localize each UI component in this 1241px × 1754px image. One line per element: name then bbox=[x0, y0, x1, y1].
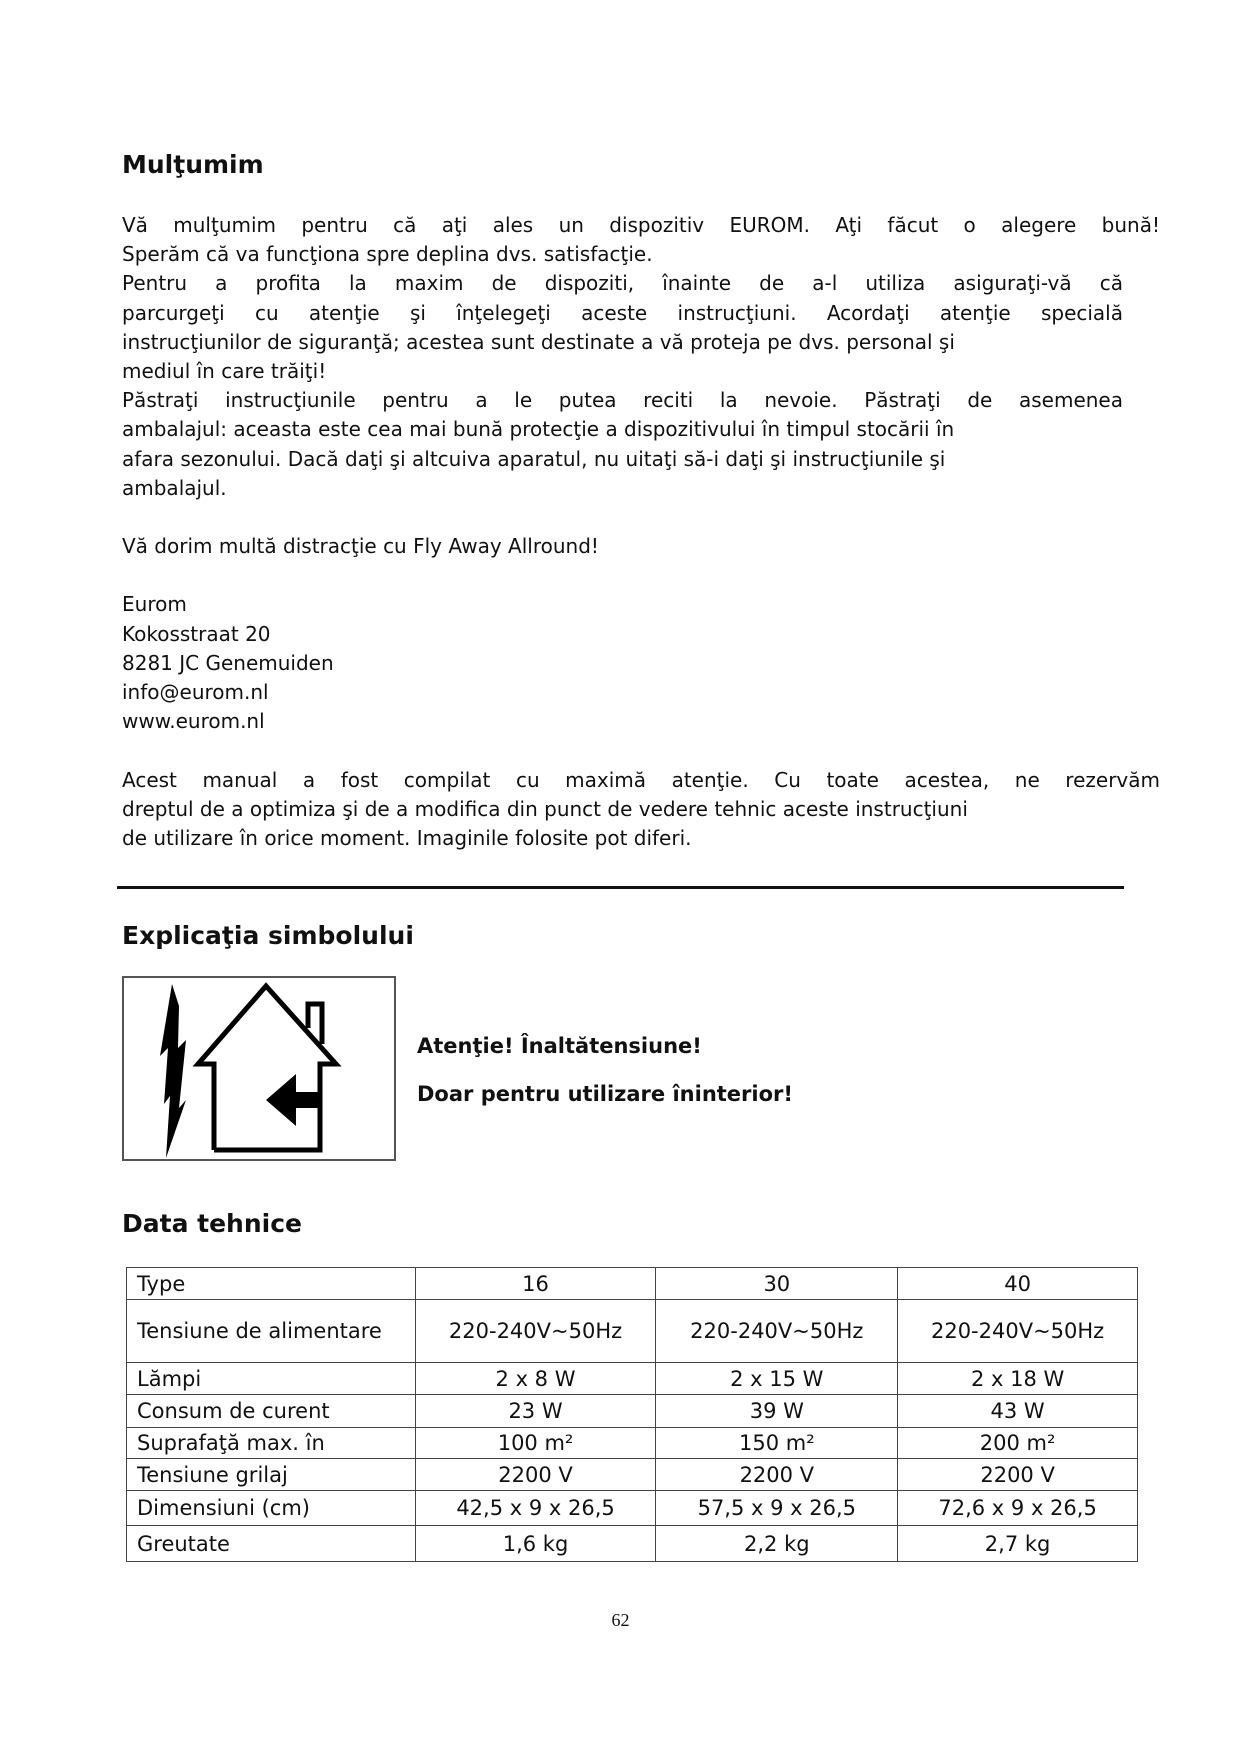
cell-value: 2 x 18 W bbox=[898, 1363, 1138, 1395]
house-icon bbox=[198, 986, 336, 1150]
address-email: info@eurom.nl bbox=[122, 680, 269, 704]
table-row bbox=[127, 1395, 1138, 1428]
row-label: Tensiune grilaj bbox=[127, 1459, 416, 1491]
lightning-bolt-icon bbox=[160, 984, 186, 1158]
cell-value: 220-240V~50Hz bbox=[656, 1300, 898, 1363]
text-line: parcurgeţi cu atenţie şi înţelegeţi aceste instrucţiuni. Acordaţi atenţie specială bbox=[122, 300, 1123, 325]
text-line: afara sezonului. Dacă daţi şi altcuiva aparatul, nu uitaţi să-i daţi şi instrucţiunile şi bbox=[122, 446, 946, 471]
disclaimer-line: Acest manual a fost compilat cu maximă atenţie. Cu toate acestea, ne rezervăm bbox=[122, 767, 1160, 792]
text-line: instrucţiunilor de siguranţă; acestea sunt destinate a vă proteja pe dvs. personal şi bbox=[122, 329, 955, 354]
address-website: www.eurom.nl bbox=[122, 709, 265, 734]
cell-value: 150 m² bbox=[656, 1428, 898, 1459]
row-label: Tensiune de alimentare bbox=[127, 1300, 416, 1363]
wish-line: Vă dorim multă distracţie cu Fly Away Allround! bbox=[122, 534, 599, 559]
cell-value: 72,6 x 9 x 26,5 bbox=[898, 1491, 1138, 1526]
section-divider bbox=[117, 886, 1124, 889]
cell-value: 2 x 8 W bbox=[415, 1363, 656, 1395]
cell-value: 40 bbox=[898, 1268, 1138, 1300]
cell-value: 57,5 x 9 x 26,5 bbox=[656, 1491, 898, 1526]
table-row bbox=[127, 1300, 1138, 1363]
table-row bbox=[127, 1363, 1138, 1395]
disclaimer-line: dreptul de a optimiza şi de a modifica din punct de vedere tehnic aceste instrucţiuni bbox=[122, 796, 968, 821]
cell-value: 220-240V~50Hz bbox=[415, 1300, 656, 1363]
table-row bbox=[127, 1428, 1138, 1459]
address-company: Eurom bbox=[122, 592, 187, 617]
tech-table bbox=[126, 1267, 1138, 1562]
cell-value: 43 W bbox=[898, 1395, 1138, 1428]
disclaimer-line: de utilizare în orice moment. Imaginile folosite pot diferi. bbox=[122, 825, 692, 850]
text-line: mediul în care trăiţi! bbox=[122, 358, 327, 383]
cell-value: 42,5 x 9 x 26,5 bbox=[415, 1491, 656, 1526]
row-label: Dimensiuni (cm) bbox=[127, 1491, 416, 1526]
cell-value: 220-240V~50Hz bbox=[898, 1300, 1138, 1363]
tech-heading: Data tehnice bbox=[122, 1209, 302, 1238]
cell-value: 200 m² bbox=[898, 1428, 1138, 1459]
row-label: Type bbox=[127, 1268, 416, 1300]
text-line: Vă mulţumim pentru că aţi ales un dispozitiv EUROM. Aţi făcut o alegere bună! bbox=[122, 213, 1160, 237]
table-row bbox=[127, 1459, 1138, 1491]
page-number: 62 bbox=[611, 1610, 630, 1630]
cell-value: 2200 V bbox=[415, 1459, 656, 1491]
row-label: Greutate bbox=[127, 1526, 416, 1562]
cell-value: 2,2 kg bbox=[656, 1526, 898, 1562]
cell-value: 39 W bbox=[656, 1395, 898, 1428]
text-line: ambalajul: aceasta este cea mai bună protecţie a dispozitivului în timpul stocării în bbox=[122, 417, 955, 442]
table-row bbox=[127, 1491, 1138, 1526]
table-row bbox=[127, 1526, 1138, 1562]
row-label: Suprafaţă max. în bbox=[127, 1428, 416, 1459]
address-city: 8281 JC Genemuiden bbox=[122, 650, 334, 675]
thanks-body bbox=[122, 211, 1162, 853]
cell-value: 23 W bbox=[415, 1395, 656, 1428]
symbol-box bbox=[122, 976, 396, 1161]
cell-value: 2200 V bbox=[898, 1459, 1138, 1491]
indoor-use-notice: Doar pentru utilizare îninterior! bbox=[417, 1082, 793, 1106]
cell-value: 2200 V bbox=[656, 1459, 898, 1491]
cell-value: 16 bbox=[415, 1268, 656, 1300]
arrow-icon bbox=[266, 1074, 320, 1126]
row-label: Consum de curent bbox=[127, 1395, 416, 1428]
text-line: ambalajul. bbox=[122, 475, 227, 500]
high-voltage-warning: Atenţie! Înaltătensiune! bbox=[417, 1034, 702, 1058]
cell-value: 100 m² bbox=[415, 1428, 656, 1459]
high-voltage-indoor-icon bbox=[124, 978, 394, 1159]
text-line: Sperăm că va funcţiona spre deplina dvs. satisfacţie. bbox=[122, 242, 653, 267]
symbols-heading: Explicaţia simbolului bbox=[122, 921, 414, 950]
row-label: Lămpi bbox=[127, 1363, 416, 1395]
cell-value: 2,7 kg bbox=[898, 1526, 1138, 1562]
cell-value: 1,6 kg bbox=[415, 1526, 656, 1562]
table-row bbox=[127, 1268, 1138, 1300]
address-street: Kokosstraat 20 bbox=[122, 621, 271, 646]
text-line: Păstraţi instrucţiunile pentru a le putea reciti la nevoie. Păstraţi de asemenea bbox=[122, 388, 1123, 413]
cell-value: 2 x 15 W bbox=[656, 1363, 898, 1395]
thanks-heading: Mulţumim bbox=[122, 150, 264, 179]
text-line: Pentru a profita la maxim de dispoziti, înainte de a-l utiliza asiguraţi-vă că bbox=[122, 271, 1123, 296]
cell-value: 30 bbox=[656, 1268, 898, 1300]
